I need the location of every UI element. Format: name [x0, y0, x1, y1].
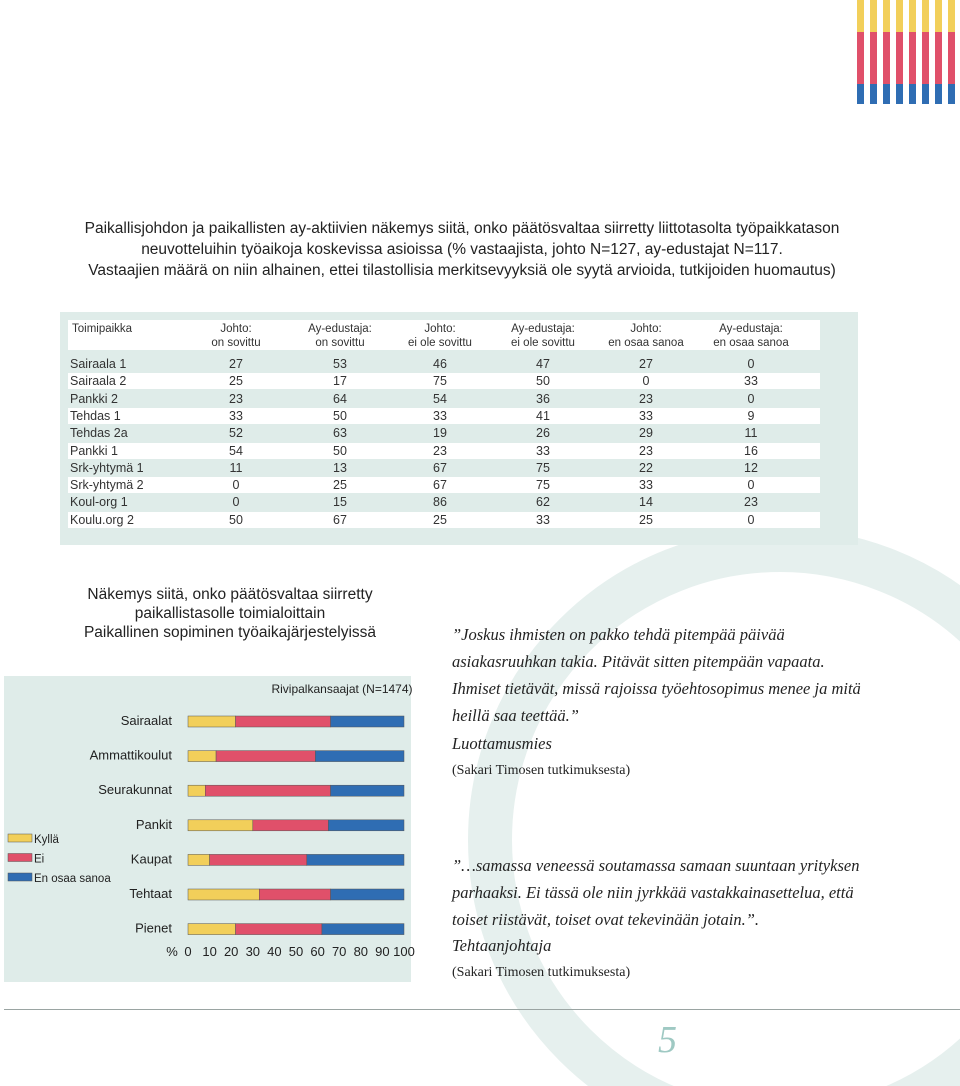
bar-segment-kyllä	[188, 854, 210, 865]
table-cell: 11	[229, 460, 243, 475]
table-cell: 50	[333, 408, 347, 423]
header-line-1: Johto:	[630, 323, 662, 335]
table-cell: 23	[433, 443, 447, 458]
table-cell: 46	[433, 357, 447, 371]
bar-segment-ei	[205, 785, 330, 796]
corner-bar-segment	[870, 84, 877, 104]
caption-line-3: Vastaajien määrä on niin alhainen, ettei tilastollisia merkitsevyyksiä ole syytä arvioida, tutkijoiden huomautus)	[88, 262, 836, 279]
table-cell: 33	[639, 478, 653, 493]
quote-2-text: ”…samassa veneessä soutamassa samaan suuntaan yrityksen parhaaksi. Ei tässä ole niin jyrkkää vastakkainasettelua, että toiset riistävät, toiset ovat tekevinään jotain.”.	[452, 856, 860, 929]
row-label: Srk-yhtymä 1	[70, 460, 144, 475]
bar-segment-kyllä	[188, 751, 216, 762]
chart-title-line-2: paikallistasolle toimialoittain	[134, 605, 326, 622]
table-cell: 33	[744, 374, 758, 389]
x-tick-label: 100	[393, 944, 415, 959]
row-label: Koulu.org 2	[70, 512, 134, 527]
corner-bar-segment	[948, 0, 955, 32]
bar-segment-ei	[236, 716, 331, 727]
table-caption	[82, 218, 842, 281]
table-cell: 33	[536, 512, 550, 527]
corner-bar-segment	[870, 32, 877, 84]
table-row	[68, 443, 820, 459]
table-header-cell	[701, 322, 801, 350]
row-label: Sairaala 2	[70, 374, 127, 389]
table-cell: 0	[747, 512, 755, 527]
table-cell: 11	[744, 426, 758, 441]
table-cell: 67	[333, 512, 347, 527]
header-line-1: Ay-edustaja:	[511, 323, 575, 335]
table-cell: 0	[747, 478, 755, 493]
table-cell: 75	[536, 478, 550, 493]
table-header-cell	[493, 322, 593, 350]
table-cell: 19	[433, 426, 447, 441]
table-cell: 33	[536, 443, 550, 458]
x-tick-label: 0	[184, 944, 192, 959]
legend-swatch	[8, 834, 32, 842]
corner-bar-segment	[935, 32, 942, 84]
legend-label: En osaa sanoa	[34, 873, 111, 885]
corner-bar-segment	[896, 0, 903, 32]
table-cell: 52	[229, 426, 243, 441]
chart-title-text: Rivipalkansaajat (N=1474)	[271, 682, 413, 696]
table-cell: 23	[744, 495, 758, 510]
table-cell: 67	[433, 478, 447, 493]
bar-segment-en-osaa-sanoa	[331, 716, 404, 727]
corner-bar-segment	[896, 32, 903, 84]
corner-bar-segment	[922, 84, 929, 104]
table-cell: 25	[333, 478, 347, 493]
table-row	[68, 391, 820, 407]
table-cell: 54	[229, 443, 243, 458]
caption-line-1: Paikallisjohdon ja paikallisten ay-aktiivien näkemys siitä, onko päätösvaltaa siirretty liittotasolta työpaikkatason	[84, 220, 840, 237]
bar-segment-en-osaa-sanoa	[322, 924, 404, 935]
legend-label: Kyllä	[34, 834, 59, 846]
table-row	[68, 477, 820, 493]
table-cell: 27	[639, 357, 653, 371]
bar-segment-en-osaa-sanoa	[331, 785, 404, 796]
corner-bar-segment	[857, 84, 864, 104]
table-cell: 86	[433, 495, 447, 510]
bar-segment-en-osaa-sanoa	[315, 751, 404, 762]
corner-bar-segment	[883, 84, 890, 104]
table-cell: 14	[639, 495, 653, 510]
table-cell: 27	[229, 357, 243, 371]
bar-segment-en-osaa-sanoa	[328, 820, 404, 831]
legend-swatch	[8, 873, 32, 881]
corner-bar-segment	[909, 84, 916, 104]
bar-segment-ei	[253, 820, 329, 831]
table-cell: 50	[333, 443, 347, 458]
x-tick-label: 40	[267, 944, 282, 959]
decorative-corner-bars	[855, 0, 960, 104]
chart-title-line-3: Paikallinen sopiminen työaikajärjestelyissä	[83, 624, 377, 641]
table-cell: 0	[642, 374, 650, 389]
page-number: 5	[658, 1019, 677, 1061]
quote-1-author: Luottamusmies	[452, 734, 552, 753]
caption-line-2: neuvotteluihin työaikoja koskevissa asioissa (% vastaajista, johto N=127, ay-edustajat N=117.	[141, 241, 783, 258]
table-header-cell	[72, 322, 132, 336]
table-cell: 67	[433, 460, 447, 475]
quote-1-text: ”Joskus ihmisten on pakko tehdä pitempää päivää asiakasruuhkan takia. Pitävät sitten pitempään vapaata. Ihmiset tietävät, missä rajoissa työehtosopimus menee ja mitä heillä saa teettää.”	[452, 625, 861, 725]
table-cell: 36	[536, 391, 550, 406]
x-tick-label: 70	[331, 944, 347, 959]
header-line-1: Ay-edustaja:	[308, 323, 372, 335]
table-cell: 50	[229, 512, 243, 527]
corner-bar-segment	[870, 0, 877, 32]
corner-bar-segment	[948, 84, 955, 104]
table-cell: 53	[333, 357, 347, 371]
x-tick-label: 80	[353, 944, 369, 959]
header-line-1: Toimipaikka	[72, 323, 133, 335]
bar-segment-kyllä	[188, 785, 205, 796]
x-tick-label: 60	[310, 944, 325, 959]
table-row	[68, 356, 820, 372]
table-cell: 22	[639, 460, 653, 475]
chart-canvas	[4, 676, 415, 982]
corner-bar-segment	[948, 32, 955, 84]
x-axis-unit: %	[166, 944, 178, 959]
header-line-1: Johto:	[424, 323, 456, 335]
table-cell: 0	[747, 391, 755, 406]
corner-bar-segment	[896, 84, 903, 104]
bar-segment-ei	[210, 854, 307, 865]
table-cell: 23	[229, 391, 243, 406]
header-line-2: ei ole sovittu	[408, 337, 472, 349]
table-cell: 41	[536, 408, 550, 423]
row-label: Srk-yhtymä 2	[70, 478, 144, 493]
row-label: Sairaala 1	[70, 357, 127, 371]
data-table	[60, 312, 858, 545]
table-header-cell	[390, 322, 490, 350]
header-line-1: Johto:	[220, 323, 252, 335]
bar-segment-kyllä	[188, 820, 253, 831]
table-cell: 0	[232, 478, 240, 493]
table-cell: 0	[747, 357, 755, 371]
chart-title-line-1: Näkemys siitä, onko päätösvaltaa siirretty	[87, 586, 373, 603]
footer-divider	[4, 1009, 960, 1010]
table-header-cell	[186, 322, 286, 350]
table-cell: 17	[333, 374, 347, 389]
bar-segment-en-osaa-sanoa	[307, 854, 404, 865]
row-label: Pankki 2	[70, 391, 118, 406]
header-line-1: Ay-edustaja:	[719, 323, 783, 335]
table-cell: 64	[333, 391, 347, 406]
table-cell: 15	[333, 495, 347, 510]
quote-1-source: (Sakari Timosen tutkimuksesta)	[452, 763, 631, 778]
bar-segment-kyllä	[188, 924, 236, 935]
table-cell: 75	[433, 374, 447, 389]
corner-bar-segment	[883, 32, 890, 84]
table-cell: 25	[433, 512, 447, 527]
table-cell: 25	[229, 374, 243, 389]
category-label: Pankit	[135, 816, 172, 832]
table-cell: 50	[536, 374, 550, 389]
bar-segment-ei	[216, 751, 315, 762]
table-cell: 29	[639, 426, 653, 441]
row-label: Koul-org 1	[70, 495, 128, 510]
legend-swatch	[8, 854, 32, 862]
table-cell: 63	[333, 426, 347, 441]
bar-segment-kyllä	[188, 716, 236, 727]
x-tick-label: 20	[223, 944, 239, 959]
bar-segment-kyllä	[188, 889, 259, 900]
corner-bar-segment	[857, 0, 864, 32]
header-line-2: en osaa sanoa	[608, 337, 684, 349]
table-cell: 33	[229, 408, 243, 423]
header-line-2: on sovittu	[211, 337, 261, 349]
table-cell: 23	[639, 443, 653, 458]
category-label: Seurakunnat	[98, 782, 172, 798]
table-cell: 9	[747, 408, 755, 423]
corner-bar-segment	[857, 32, 864, 84]
table-row	[68, 373, 820, 389]
table-cell: 26	[536, 426, 550, 441]
table-cell: 33	[639, 408, 653, 423]
table-cell: 75	[536, 460, 550, 475]
bar-segment-ei	[259, 889, 330, 900]
corner-bar-segment	[935, 0, 942, 32]
stacked-bar-chart	[4, 676, 415, 982]
header-line-2: en osaa sanoa	[713, 337, 789, 349]
corner-bar-segment	[922, 32, 929, 84]
legend-label: Ei	[34, 853, 45, 866]
table-row	[68, 425, 820, 441]
table-row	[68, 408, 820, 424]
corner-bar-segment	[883, 0, 890, 32]
x-tick-label: 50	[288, 944, 304, 959]
table-cell: 0	[232, 495, 240, 510]
table-cell: 25	[639, 512, 653, 527]
header-line-2: ei ole sovittu	[511, 337, 575, 349]
corner-bar-segment	[909, 32, 916, 84]
bar-segment-ei	[236, 924, 322, 935]
chart-title	[60, 585, 400, 642]
table-cell: 12	[744, 460, 758, 475]
table-row	[68, 460, 820, 476]
category-label: Pienet	[135, 920, 172, 936]
quote-2-author: Tehtaanjohtaja	[452, 936, 552, 955]
bar-segment-en-osaa-sanoa	[331, 889, 404, 900]
x-tick-label: 10	[202, 944, 217, 959]
x-tick-label: 90	[375, 944, 390, 959]
table-header-cell	[596, 322, 696, 350]
table-row	[68, 494, 820, 510]
category-label: Tehtaat	[129, 886, 172, 901]
quote-2-source: (Sakari Timosen tutkimuksesta)	[452, 965, 631, 980]
table-row	[68, 512, 820, 528]
row-label: Tehdas 2a	[70, 426, 128, 441]
category-label: Kaupat	[130, 851, 172, 867]
corner-bar-segment	[922, 0, 929, 32]
category-label: Ammattikoulut	[89, 747, 172, 763]
category-label: Sairaalat	[120, 713, 172, 728]
table-cell: 47	[536, 357, 550, 371]
table-header-cell	[290, 322, 390, 350]
x-tick-label: 30	[245, 944, 261, 959]
table-cell: 13	[333, 460, 347, 475]
corner-bar-segment	[909, 0, 916, 32]
table-cell: 62	[536, 495, 550, 510]
header-line-2: on sovittu	[315, 337, 365, 349]
table-cell: 23	[639, 391, 653, 406]
table-cell: 54	[433, 391, 447, 406]
table-cell: 16	[744, 443, 758, 458]
table-header	[68, 320, 820, 350]
row-label: Tehdas 1	[70, 408, 121, 423]
row-label: Pankki 1	[70, 443, 118, 458]
corner-bar-segment	[935, 84, 942, 104]
table-cell: 33	[433, 408, 447, 423]
